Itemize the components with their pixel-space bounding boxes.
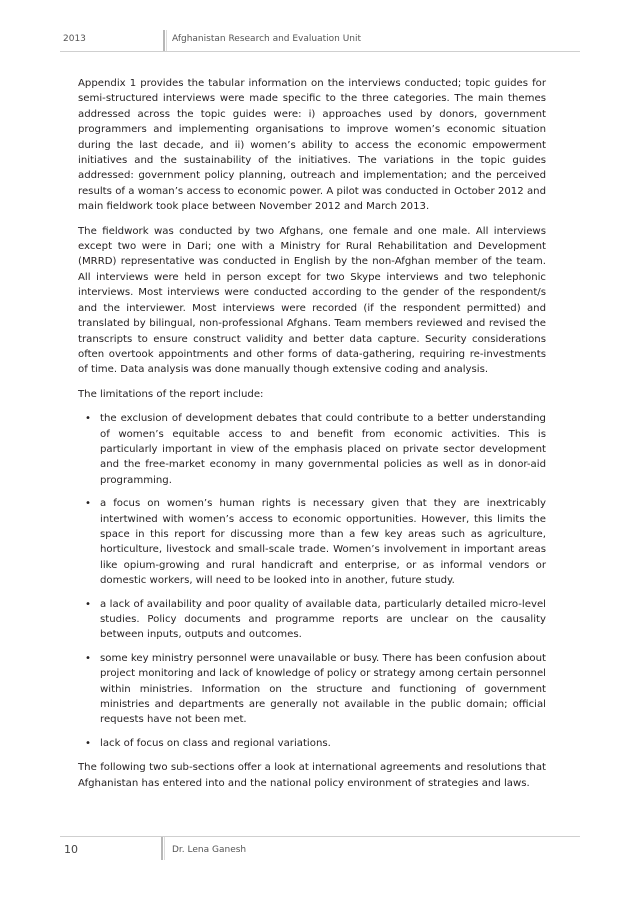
- limitations-intro: The limitations of the report include:: [78, 388, 264, 400]
- list-item: [85, 736, 546, 751]
- limitations-list: [78, 411, 546, 751]
- bullet-icon: •: [85, 652, 91, 664]
- fieldwork-text-a: The fieldwork was conducted by two Afghans, one female and one male. All interviews except two were in Dari; one with a Ministry for Rural Rehabilitation and Development (MRRD) representative was conducted in English by the non-Afghan member of the team. All interviews were held in person except for two Skype interviews and two telephonic interviews. Most interviews were conducted according to the gender of the respondent/s and the interviewer. Most interviews were recorded (if the respondent permitted) and translated by bilingual, non-professional Afghans.: [78, 225, 546, 330]
- footer-author: Dr. Lena Ganesh: [172, 845, 247, 855]
- header-year: 2013: [63, 34, 86, 44]
- page-footer: [60, 836, 580, 860]
- list-item: [85, 496, 546, 588]
- list-item: [85, 651, 546, 728]
- footer-rule: [60, 836, 580, 837]
- paragraph-closing: The following two sub-sections offer a look at international agreements and resolutions that Afghanistan has entered into and the national policy environment of strategies and laws.: [78, 762, 546, 789]
- list-item-text: lack of focus on class and regional variations.: [100, 737, 331, 749]
- header-title: Afghanistan Research and Evaluation Unit: [172, 34, 362, 44]
- page-header: [60, 30, 580, 52]
- bullet-icon: •: [85, 737, 91, 749]
- list-item-text: a lack of availability and poor quality of available data, particularly detailed micro-level studies. Policy documents and programme reports are unclear on the causality between inputs, outputs and outcomes.: [100, 598, 546, 641]
- header-divider: [163, 30, 165, 52]
- header-rule: [60, 51, 580, 52]
- bullet-icon: •: [85, 413, 91, 425]
- header-divider-shadow: [166, 30, 167, 52]
- fieldwork-text-b: Team members reviewed and revised the transcripts to ensure construct validity and better data capture.: [78, 318, 546, 345]
- paragraph-fieldwork: [78, 224, 546, 378]
- bullet-icon: •: [85, 498, 91, 510]
- footer-divider-shadow: [164, 837, 165, 860]
- list-item-text: the exclusion of development debates that could contribute to a better understanding of women’s equitable access to and benefit from economic activities. This is particularly important in view of the emphasis placed on private sector development and the free-market economy in many governmental policies as well as in donor-aid programming.: [100, 413, 546, 486]
- list-item-text: some key ministry personnel were unavailable or busy. There has been confusion about project monitoring and lack of knowledge of policy or strategy among certain personnel within ministries. Information on the structure and functioning of government ministries and departments are generally not available in the public domain; official requests have not been met.: [100, 652, 546, 726]
- list-item: [85, 597, 546, 643]
- footer-divider: [161, 837, 163, 860]
- list-item: [85, 411, 546, 488]
- bullet-icon: •: [85, 598, 91, 610]
- list-item-text: a focus on women’s human rights is necessary given that they are inextricably intertwined with women’s access to economic opportunities. However, this limits the space in this report for discussing more than a few key areas such as agriculture, horticulture, livestock and small-scale trade. Women’s involvement in important areas like opium-growing and rural handicraft and enterprise, or as informal vendors or domestic workers, will need to be looked into in another, future study.: [100, 498, 546, 587]
- page-number: 10: [64, 843, 78, 856]
- page-body: [78, 76, 546, 800]
- fieldwork-text-c: Security considerations often overtook appointments and other forms of data-gathering, requiring re-investments of time. Data analysis was done manually though extensive coding and analysis.: [78, 333, 546, 376]
- paragraph-methods: Appendix 1 provides the tabular information on the interviews conducted; topic guides for semi-structured interviews were made specific to the three categories. The main themes addressed across the topic guides were: i) approaches used by donors, government programmers and implementing organisations to improve women’s economic situation during the last decade, and ii) women’s ability to access the economic empowerment initiatives and the sustainability of the initiatives. The variations in the topic guides addressed: government policy planning, outreach and implementation; and the perceived results of a woman’s access to economic power. A pilot was conducted in October 2012 and main fieldwork took place between November 2012 and March 2013.: [78, 78, 546, 213]
